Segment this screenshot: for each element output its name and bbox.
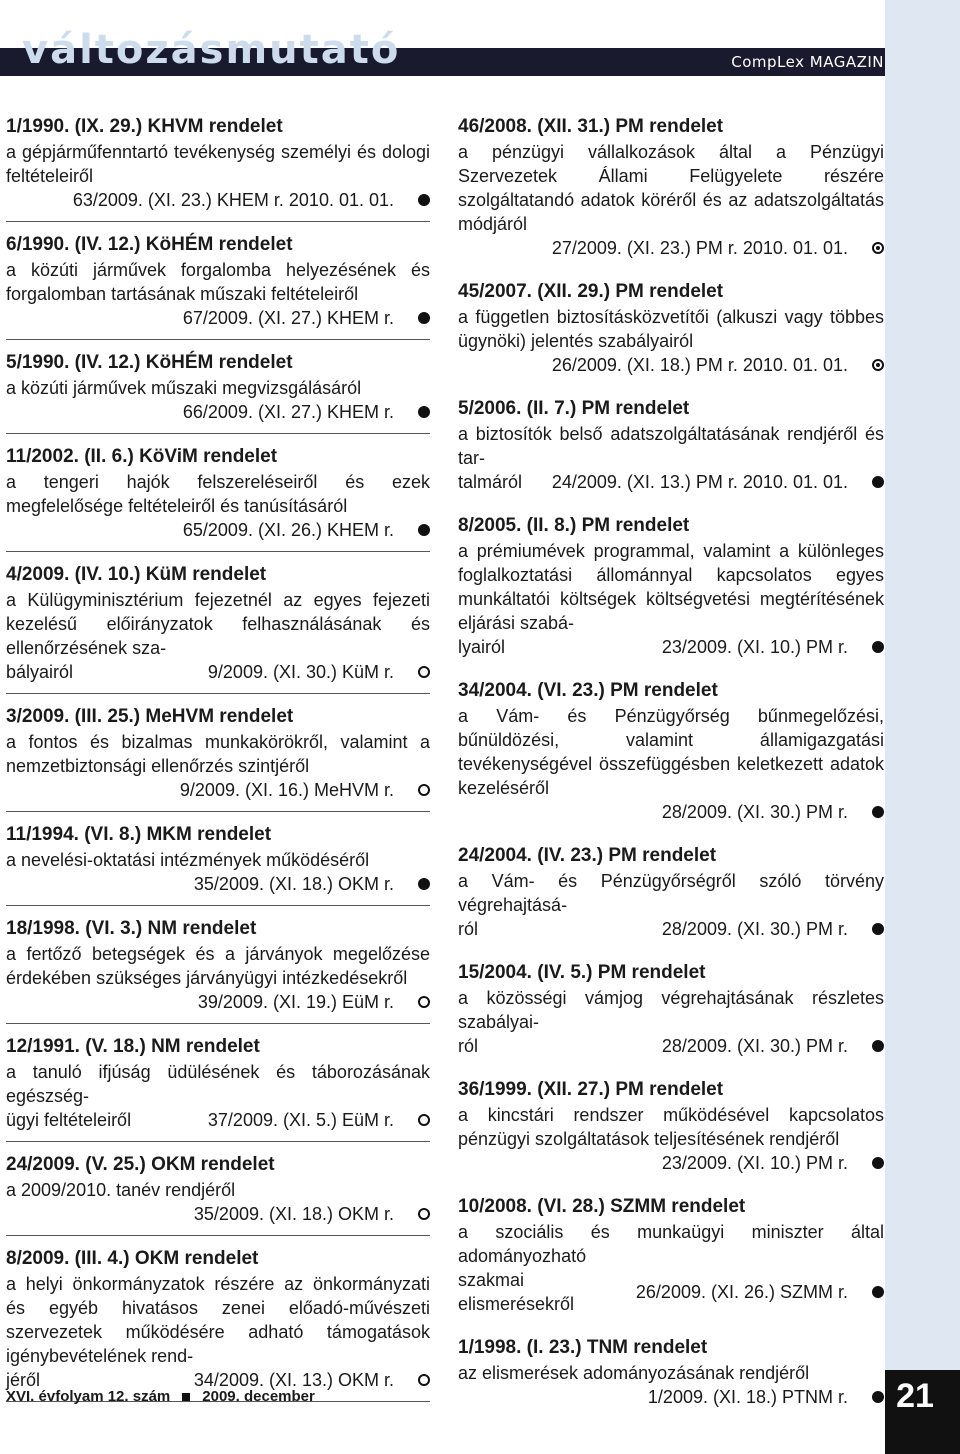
regulation-entry	[458, 845, 884, 950]
regulation-description: a Külügyminisztérium fejezetnél az egyes fejezeti kezelésű előirányzatok felhasználásának és ellenőrzésének sza-	[6, 590, 430, 658]
amendment-line	[458, 1034, 884, 1058]
regulation-entry	[6, 1154, 430, 1236]
regulation-entry	[458, 281, 884, 386]
regulation-title: 8/2009. (III. 4.) OKM rendelet	[6, 1248, 259, 1269]
filled-dot-icon	[872, 806, 884, 818]
amending-regulation: 9/2009. (XI. 30.) KüM r.	[207, 662, 394, 682]
filled-dot-icon	[418, 312, 430, 324]
regulation-description: a prémiumévek programmal, valamint a különleges foglalkoztatási állománnyal kapcsolatos egyes munkáltatói költségek költségvetési megtérítésének eljárási szabá-	[458, 541, 884, 633]
amendment-line	[6, 1202, 430, 1226]
amendment-line	[6, 188, 430, 212]
regulation-entry	[6, 352, 430, 434]
regulation-entry	[6, 706, 430, 812]
regulation-description: a helyi önkormányzatok részére az önkormányzati és egyéb hivatásos zenei előadó-művészeti szervezetek működésére adható támogatások igénybevételének rend-	[6, 1274, 430, 1366]
amendment-line	[458, 1385, 884, 1409]
regulation-title: 5/1990. (IV. 12.) KöHÉM rendelet	[6, 352, 293, 373]
regulation-title: 5/2006. (II. 7.) PM rendelet	[458, 398, 690, 419]
open-circle-icon	[418, 666, 430, 678]
regulation-title: 18/1998. (VI. 3.) NM rendelet	[6, 918, 257, 939]
amendment-line	[6, 518, 430, 542]
regulation-description: a gépjárműfenntartó tevékenység személyi és dologi feltételeiről	[6, 142, 430, 186]
open-circle-icon	[418, 1208, 430, 1220]
left-column	[6, 116, 430, 1414]
filled-dot-icon	[872, 476, 884, 488]
regulation-entry	[458, 1079, 884, 1184]
regulation-description-end: ról	[458, 919, 479, 939]
open-circle-icon	[418, 784, 430, 796]
amendment-line	[6, 306, 430, 330]
regulation-description-end: talmáról	[458, 472, 523, 492]
regulation-description-end: lyairól	[458, 637, 506, 657]
regulation-title: 34/2004. (VI. 23.) PM rendelet	[458, 680, 718, 701]
amending-regulation: 35/2009. (XI. 18.) OKM r.	[193, 874, 394, 894]
regulation-description: a biztosítók belső adatszolgáltatásának rendjéről és tar-	[458, 424, 884, 468]
regulation-title: 24/2004. (IV. 23.) PM rendelet	[458, 845, 717, 866]
amendment-line	[6, 990, 430, 1014]
amending-regulation: 35/2009. (XI. 18.) OKM r.	[193, 1204, 394, 1224]
amendment-line	[6, 660, 430, 684]
amending-regulation: 28/2009. (XI. 30.) PM r.	[661, 919, 848, 939]
filled-dot-icon	[872, 1391, 884, 1403]
page-number: 21	[896, 1377, 934, 1415]
regulation-description-end: jéről	[6, 1370, 41, 1390]
regulation-title: 10/2008. (VI. 28.) SZMM rendelet	[458, 1196, 746, 1217]
regulation-entry	[6, 234, 430, 340]
regulation-title: 11/1994. (VI. 8.) MKM rendelet	[6, 824, 272, 845]
amending-regulation: 28/2009. (XI. 30.) PM r.	[661, 1036, 848, 1056]
amending-regulation: 63/2009. (XI. 23.) KHEM r. 2010. 01. 01.	[72, 190, 394, 210]
amending-regulation: 23/2009. (XI. 10.) PM r.	[661, 1153, 848, 1173]
amending-regulation: 67/2009. (XI. 27.) KHEM r.	[182, 308, 394, 328]
regulation-description-end: ról	[458, 1036, 479, 1056]
regulation-description: a 2009/2010. tanév rendjéről	[6, 1180, 236, 1200]
amendment-line	[6, 1108, 430, 1132]
open-circle-icon	[418, 1114, 430, 1126]
regulation-entry	[458, 1196, 884, 1325]
regulation-title: 15/2004. (IV. 5.) PM rendelet	[458, 962, 706, 983]
filled-dot-icon	[872, 1286, 884, 1298]
regulation-description-end: bályairól	[6, 662, 74, 682]
target-circle-icon	[872, 242, 884, 254]
regulation-entry	[458, 680, 884, 833]
regulation-description: a közúti járművek műszaki megvizsgálásáról	[6, 378, 362, 398]
regulation-title: 12/1991. (V. 18.) NM rendelet	[6, 1036, 260, 1057]
regulation-entry	[6, 116, 430, 222]
amending-regulation: 66/2009. (XI. 27.) KHEM r.	[182, 402, 394, 422]
amending-regulation: 1/2009. (XI. 18.) PTNM r.	[647, 1387, 848, 1407]
regulation-title: 46/2008. (XII. 31.) PM rendelet	[458, 116, 724, 137]
filled-dot-icon	[418, 194, 430, 206]
amendment-line	[458, 917, 884, 941]
regulation-title: 1/1990. (IX. 29.) KHVM rendelet	[6, 116, 283, 137]
regulation-description: a szociális és munkaügyi miniszter által adományozható	[458, 1222, 884, 1266]
filled-dot-icon	[872, 1040, 884, 1052]
regulation-title: 24/2009. (V. 25.) OKM rendelet	[6, 1154, 275, 1175]
section-title: változásmutató	[22, 27, 401, 73]
side-strip	[885, 0, 960, 1454]
amendment-line	[458, 470, 884, 494]
regulation-entry	[458, 515, 884, 668]
regulation-entry	[6, 564, 430, 694]
regulation-description: a pénzügyi vállalkozások által a Pénzügyi Szervezetek Állami Felügyelete részére szolgáltatandó adatok köréről és az adatszolgáltatás módjáról	[458, 142, 884, 234]
amending-regulation: 24/2009. (XI. 13.) PM r. 2010. 01. 01.	[551, 472, 848, 492]
amendment-line	[458, 1151, 884, 1175]
regulation-entry	[458, 398, 884, 503]
filled-dot-icon	[418, 406, 430, 418]
square-bullet-icon	[182, 1393, 190, 1401]
amending-regulation: 27/2009. (XI. 23.) PM r. 2010. 01. 01.	[551, 238, 848, 258]
amendment-line	[458, 1268, 884, 1316]
amendment-line	[458, 800, 884, 824]
regulation-title: 4/2009. (IV. 10.) KüM rendelet	[6, 564, 267, 585]
open-circle-icon	[418, 996, 430, 1008]
amendment-line	[6, 872, 430, 896]
filled-dot-icon	[872, 1157, 884, 1169]
regulation-description: az elismerések adományozásának rendjéről	[458, 1363, 810, 1383]
open-circle-icon	[418, 1374, 430, 1386]
regulation-description: a Vám- és Pénzügyőrségről szóló törvény végrehajtásá-	[458, 871, 884, 915]
filled-dot-icon	[418, 878, 430, 890]
regulation-description: a közösségi vámjog végrehajtásának részletes szabályai-	[458, 988, 884, 1032]
regulation-title: 8/2005. (II. 8.) PM rendelet	[458, 515, 690, 536]
filled-dot-icon	[872, 923, 884, 935]
regulation-title: 11/2002. (II. 6.) KöViM rendelet	[6, 446, 278, 467]
amending-regulation: 23/2009. (XI. 10.) PM r.	[661, 637, 848, 657]
filled-dot-icon	[872, 641, 884, 653]
regulation-entry	[458, 116, 884, 269]
regulation-entry	[6, 1248, 430, 1402]
regulation-title: 1/1998. (I. 23.) TNM rendelet	[458, 1337, 708, 1358]
regulation-description: a Vám- és Pénzügyőrség bűnmegelőzési, bűnüldözési, valamint államigazgatási tevékenységével összefüggésben keletkezett adatok kezeléséről	[458, 706, 884, 798]
regulation-entry	[458, 1337, 884, 1418]
regulation-title: 45/2007. (XII. 29.) PM rendelet	[458, 281, 724, 302]
amending-regulation: 9/2009. (XI. 16.) MeHVM r.	[179, 780, 394, 800]
regulation-entry	[458, 962, 884, 1067]
footer-volume: XVI. évfolyam 12. szám	[6, 1388, 171, 1405]
regulation-entry	[6, 1036, 430, 1142]
regulation-description: a fertőző betegségek és a járványok megelőzése érdekében szükséges járványügyi intézkedésekről	[6, 944, 430, 988]
regulation-description: a tanuló ifjúság üdülésének és táborozásának egészség-	[6, 1062, 430, 1106]
regulation-entry	[6, 824, 430, 906]
regulation-entry	[6, 918, 430, 1024]
regulation-description: a tengeri hajók felszereléseiről és ezek megfelelősége feltételeiről és tanúsításáról	[6, 472, 430, 516]
magazine-name: CompLex MAGAZIN	[731, 53, 884, 71]
filled-dot-icon	[418, 524, 430, 536]
amending-regulation: 34/2009. (XI. 13.) OKM r.	[193, 1370, 394, 1390]
amending-regulation: 28/2009. (XI. 30.) PM r.	[661, 802, 848, 822]
regulation-title: 6/1990. (IV. 12.) KöHÉM rendelet	[6, 234, 293, 255]
amendment-line	[458, 236, 884, 260]
regulation-description-end: ügyi feltételeiről	[6, 1110, 132, 1130]
amendment-line	[6, 778, 430, 802]
regulation-description-end: szakmai elismerésekről	[458, 1270, 575, 1314]
amendment-line	[458, 353, 884, 377]
regulation-description: a nevelési-oktatási intézmények működéséről	[6, 850, 370, 870]
amending-regulation: 37/2009. (XI. 5.) EüM r.	[207, 1110, 394, 1130]
right-column	[458, 116, 884, 1430]
amending-regulation: 39/2009. (XI. 19.) EüM r.	[197, 992, 394, 1012]
amending-regulation: 65/2009. (XI. 26.) KHEM r.	[182, 520, 394, 540]
amendment-line	[458, 635, 884, 659]
regulation-title: 36/1999. (XII. 27.) PM rendelet	[458, 1079, 724, 1100]
target-circle-icon	[872, 359, 884, 371]
regulation-description: a kincstári rendszer működésével kapcsolatos pénzügyi szolgáltatások teljesítésének rendjéről	[458, 1105, 884, 1149]
regulation-description: a fontos és bizalmas munkakörökről, valamint a nemzetbiztonsági ellenőrzés szintjéről	[6, 732, 430, 776]
footer	[6, 1388, 315, 1405]
regulation-description: a közúti járművek forgalomba helyezésének és forgalomban tartásának műszaki feltételeiről	[6, 260, 430, 304]
regulation-description: a független biztosításközvetítői (alkuszi vagy többes ügynöki) jelentés szabályairól	[458, 307, 884, 351]
amending-regulation: 26/2009. (XI. 26.) SZMM r.	[635, 1282, 848, 1302]
regulation-title: 3/2009. (III. 25.) MeHVM rendelet	[6, 706, 294, 727]
footer-date: 2009. december	[202, 1388, 315, 1405]
amendment-line	[6, 400, 430, 424]
amending-regulation: 26/2009. (XI. 18.) PM r. 2010. 01. 01.	[551, 355, 848, 375]
regulation-entry	[6, 446, 430, 552]
